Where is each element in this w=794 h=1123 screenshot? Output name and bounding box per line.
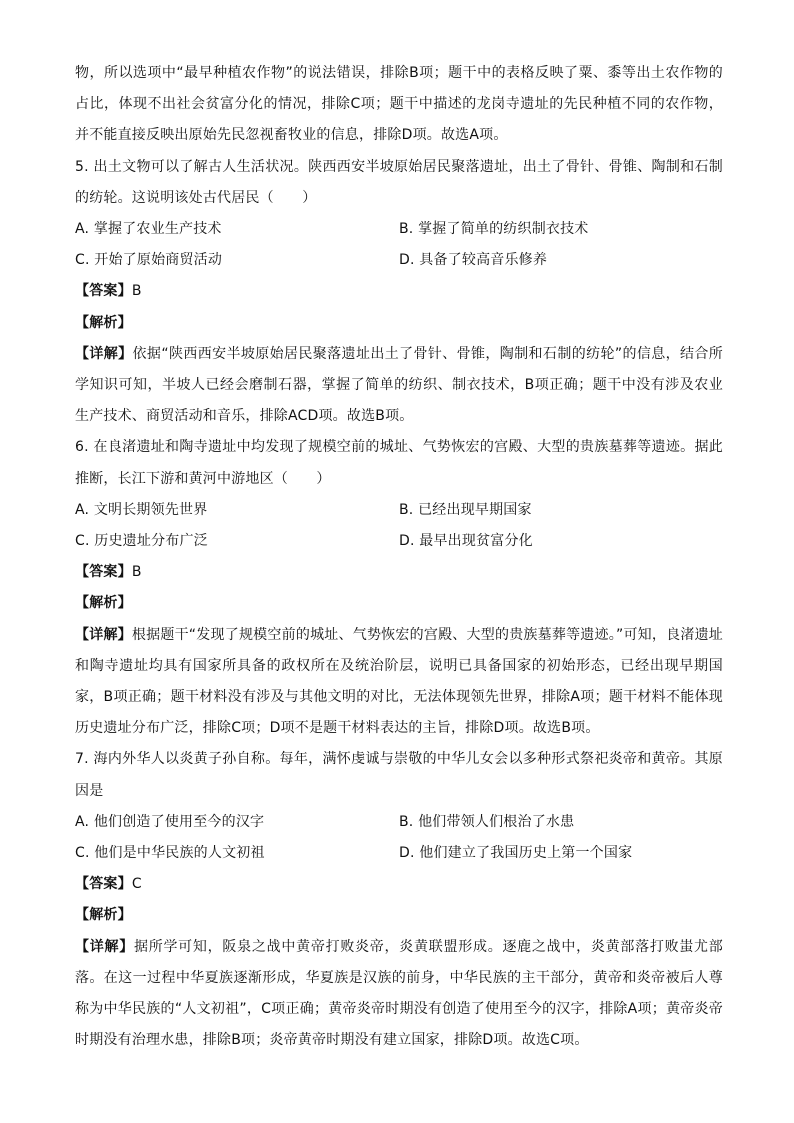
options-row <box>75 245 723 276</box>
answer-value: C <box>131 876 142 893</box>
detail-text: 根据题干“发现了规模空前的城址、气势恢宏的宫殿、大型的贵族墓葬等遗迹。”可知，良渚遗址和陶寺遗址均具有国家所具备的政权所在及统治阶层，说明已具备国家的初始形态，已经出现早期国家，B项正确；题干材料没有涉及与其他文明的对比，无法体现领先世界，排除A项；题干材料不能体现历史遗址分布广泛，排除C项；D项不是题干材料表达的主旨，排除D项。故选B项。 <box>75 626 723 737</box>
option-d: D. 他们建立了我国历史上第一个国家 <box>399 845 633 862</box>
option-b: B. 已经出现早期国家 <box>399 501 532 518</box>
detail-paragraph <box>75 932 723 1057</box>
question-5 <box>75 152 723 433</box>
detail-label: 【详解】 <box>75 626 132 643</box>
answer-label: 【答案】 <box>75 564 132 581</box>
option-b: B. 他们带领人们根治了水患 <box>399 813 575 830</box>
analysis-line <box>75 308 723 339</box>
answer-value: B <box>131 564 142 581</box>
answer-line <box>75 557 723 588</box>
question-6 <box>75 432 723 744</box>
analysis-label: 【解析】 <box>75 595 132 612</box>
options-row <box>75 807 723 838</box>
question-stem: 7. 海内外华人以炎黄子孙自称。每年，满怀虔诚与崇敬的中华儿女会以多种形式祭祀炎帝和黄帝。其原因是 <box>75 751 723 799</box>
question-stem: 6. 在良渚遗址和陶寺遗址中均发现了规模空前的城址、气势恢宏的宫殿、大型的贵族墓葬等遗迹。据此推断，长江下游和黄河中游地区（ ） <box>75 439 723 487</box>
question-stem: 5. 出土文物可以了解古人生活状况。陕西西安半坡原始居民聚落遗址，出土了骨针、骨锥、陶制和石制的纺轮。这说明该处古代居民（ ） <box>75 158 723 206</box>
option-a: A. 他们创造了使用至今的汉字 <box>75 813 265 830</box>
option-b: B. 掌握了简单的纺织制衣技术 <box>399 221 589 238</box>
option-c: C. 开始了原始商贸活动 <box>75 252 223 269</box>
answer-label: 【答案】 <box>75 876 132 893</box>
intro-paragraph: 物，所以选项中“最早种植农作物”的说法错误，排除B项；题干中的表格反映了粟、黍等出土农作物的占比，体现不出社会贫富分化的情况，排除C项；题干中描述的龙岗寺遗址的先民种植不同的农作物，并不能直接反映出原始先民忽视畜牧业的信息，排除D项。故选A项。 <box>75 65 723 144</box>
analysis-line <box>75 588 723 619</box>
option-d: D. 具备了较高音乐修养 <box>399 252 548 269</box>
analysis-line <box>75 900 723 931</box>
answer-label: 【答案】 <box>75 283 132 300</box>
option-d: D. 最早出现贫富分化 <box>399 533 533 550</box>
analysis-label: 【解析】 <box>75 907 132 924</box>
detail-text: 依据“陕西西安半坡原始居民聚落遗址出土了骨针、骨锥，陶制和石制的纺轮”的信息，结合所学知识可知，半坡人已经会磨制石器，掌握了简单的纺织、制衣技术，B项正确；题干中没有涉及农业生产技术、商贸活动和音乐，排除ACD项。故选B项。 <box>75 345 723 425</box>
question-7 <box>75 744 723 1056</box>
option-c: C. 历史遗址分布广泛 <box>75 533 208 550</box>
options-row <box>75 214 723 245</box>
detail-paragraph <box>75 339 723 433</box>
options-row <box>75 495 723 526</box>
document-page <box>75 58 723 1057</box>
detail-label: 【详解】 <box>75 345 133 362</box>
options-row <box>75 838 723 869</box>
answer-line <box>75 276 723 307</box>
analysis-label: 【解析】 <box>75 314 132 331</box>
detail-label: 【详解】 <box>75 938 134 955</box>
option-c: C. 他们是中华民族的人文初祖 <box>75 845 265 862</box>
detail-paragraph <box>75 620 723 745</box>
option-a: A. 文明长期领先世界 <box>75 501 208 518</box>
option-a: A. 掌握了农业生产技术 <box>75 221 222 238</box>
detail-text: 据所学可知，阪泉之战中黄帝打败炎帝，炎黄联盟形成。逐鹿之战中，炎黄部落打败蚩尤部落。在这一过程中华夏族逐渐形成，华夏族是汉族的前身，中华民族的主干部分，黄帝和炎帝被后人尊称为中华民族的“人文初祖”，C项正确；黄帝炎帝时期没有创造了使用至今的汉字，排除A项；黄帝炎帝时期没有治理水患，排除B项；炎帝黄帝时期没有建立国家，排除D项。故选C项。 <box>75 938 723 1049</box>
options-row <box>75 526 723 557</box>
answer-value: B <box>131 283 142 300</box>
answer-line <box>75 869 723 900</box>
